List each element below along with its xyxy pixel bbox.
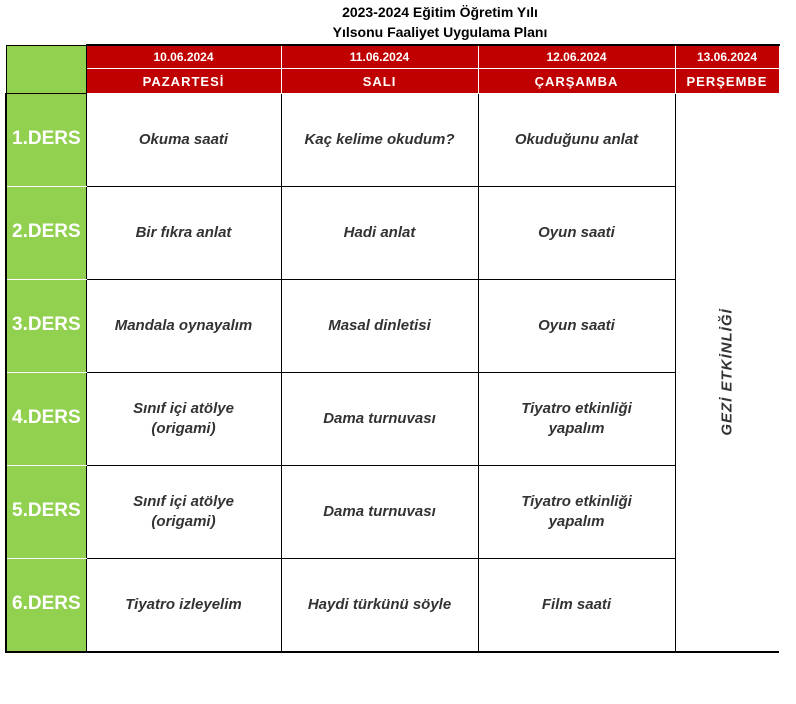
cell-3-monday: Mandala oynayalım [86,280,281,373]
cell-1-tuesday: Kaç kelime okudum? [281,94,478,187]
date-thursday: 13.06.2024 [675,45,779,69]
period-3: 3.DERS [6,280,86,373]
day-wednesday: ÇARŞAMBA [478,69,675,94]
thursday-activity: GEZİ ETKİNLİĞİ [718,308,736,436]
cell-2-wednesday: Oyun saati [478,187,675,280]
corner-cell [6,45,86,94]
cell-4-tuesday: Dama turnuvası [281,373,478,466]
cell-6-tuesday: Haydi türkünü söyle [281,559,478,652]
date-monday: 10.06.2024 [86,45,281,69]
period-2: 2.DERS [6,187,86,280]
day-monday: PAZARTESİ [86,69,281,94]
cell-1-monday: Okuma saati [86,94,281,187]
schedule-table [5,44,780,653]
cell-4-wednesday: Tiyatro etkinliği yapalım [478,373,675,466]
cell-4-monday: Sınıf içi atölye (origami) [86,373,281,466]
date-tuesday: 11.06.2024 [281,45,478,69]
date-wednesday: 12.06.2024 [478,45,675,69]
page-subtitle: Yılsonu Faaliyet Uygulama Planı [332,24,548,40]
cell-2-tuesday: Hadi anlat [281,187,478,280]
period-5: 5.DERS [6,466,86,559]
cell-5-tuesday: Dama turnuvası [281,466,478,559]
page-title: 2023-2024 Eğitim Öğretim Yılı [342,4,538,20]
cell-2-monday: Bir fıkra anlat [86,187,281,280]
day-thursday: PERŞEMBE [675,69,779,94]
cell-3-tuesday: Masal dinletisi [281,280,478,373]
cell-5-wednesday: Tiyatro etkinliği yapalım [478,466,675,559]
period-4: 4.DERS [6,373,86,466]
cell-5-monday: Sınıf içi atölye (origami) [86,466,281,559]
period-1: 1.DERS [6,94,86,187]
thursday-activity-cell [675,94,779,652]
period-6: 6.DERS [6,559,86,652]
cell-1-wednesday: Okuduğunu anlat [478,94,675,187]
cell-6-wednesday: Film saati [478,559,675,652]
cell-6-monday: Tiyatro izleyelim [86,559,281,652]
cell-3-wednesday: Oyun saati [478,280,675,373]
day-tuesday: SALI [281,69,478,94]
